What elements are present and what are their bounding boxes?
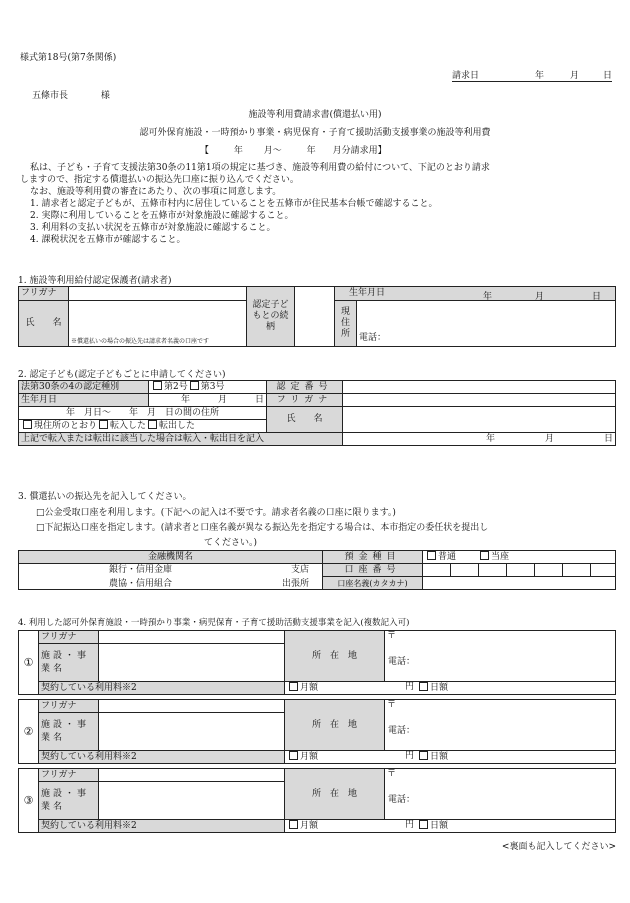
monthly-checkbox[interactable] bbox=[289, 751, 298, 760]
yen1: 円 bbox=[405, 751, 415, 761]
fac-phone-label: 電話： bbox=[388, 795, 416, 805]
birthdate-label: 生年月日 bbox=[349, 288, 386, 298]
birthdate-row bbox=[335, 287, 616, 301]
fee-fields[interactable] bbox=[285, 682, 616, 695]
acct-digit-2[interactable] bbox=[451, 564, 479, 577]
year-label: 年 bbox=[535, 71, 545, 81]
futsu-label: 普通 bbox=[438, 552, 457, 562]
daily-checkbox[interactable] bbox=[419, 682, 428, 691]
month-label: 月 bbox=[570, 71, 580, 81]
intro-p1a: 私は、子ども・子育て支援法第30条の11第1項の規定に基づき、施設等利用費の給付について、下記のとおり請求 bbox=[30, 163, 490, 173]
daily-label: 日額 bbox=[430, 683, 449, 693]
address-field[interactable] bbox=[357, 301, 616, 347]
yen1: 円 bbox=[405, 820, 415, 830]
fac-location-label: 所 在 地 bbox=[285, 700, 385, 751]
fee-fields[interactable] bbox=[285, 751, 616, 764]
child-furigana-field[interactable] bbox=[343, 394, 616, 407]
address-label: 現住所 bbox=[335, 301, 357, 347]
fee-row bbox=[39, 820, 285, 833]
addressee bbox=[32, 88, 110, 101]
child-table bbox=[18, 380, 616, 446]
child-name-field[interactable] bbox=[343, 407, 616, 433]
period-month2: 月分請求用】 bbox=[332, 146, 387, 156]
child-birthdate-field[interactable] bbox=[149, 394, 267, 407]
monthly-label: 月額 bbox=[300, 683, 319, 693]
intro-p2: なお、施設等利用費の審査にあたり、次の事項に同意します。 bbox=[30, 187, 282, 197]
account-name-label: 口座名義(カタカナ) bbox=[323, 577, 423, 590]
furigana-field[interactable] bbox=[69, 287, 247, 301]
fac-name-label: 施設・事業名 bbox=[39, 644, 99, 682]
period-month1: 月〜 bbox=[263, 146, 282, 156]
relation-label: 認定子どもとの続柄 bbox=[247, 287, 295, 347]
y: 年 bbox=[180, 394, 190, 405]
birth-year: 年 bbox=[483, 292, 493, 302]
fac-name-label: 施設・事業名 bbox=[39, 713, 99, 751]
title-line2: 認可外保育施設・一時預かり事業・病児保育・子育て援助活動支援事業の施設等利用費 bbox=[139, 128, 491, 138]
agree-item-4: 4. 課税状況を五條市が確認すること。 bbox=[30, 235, 186, 245]
cert-no-label: 認定番号 bbox=[267, 381, 343, 394]
form-number: 様式第18号(第7条関係) bbox=[20, 53, 117, 63]
designated-account-option[interactable]: □下記振込口座を指定します。(請求者と口座名義が異なる振込先を指定する場合は、本市指定の委任状を提出し bbox=[36, 523, 489, 533]
bank-header: 金融機関名 bbox=[19, 551, 323, 564]
fac-furigana-label: フリガナ bbox=[39, 769, 99, 782]
agree-item-1: 1. 請求者と認定子どもが、五條市村内に居住していることを五條市が住民基本台帳で確認すること。 bbox=[30, 199, 438, 209]
acct-digit-5[interactable] bbox=[535, 564, 563, 577]
d: 日 bbox=[254, 394, 264, 405]
postal-mark: 〒 bbox=[387, 700, 397, 710]
period-year1: 年 bbox=[233, 146, 243, 156]
acct-digit-7[interactable] bbox=[591, 564, 616, 577]
fac-phone-label: 電話： bbox=[388, 657, 416, 667]
futsu-checkbox[interactable] bbox=[427, 551, 436, 560]
facility-table-2 bbox=[18, 699, 616, 764]
fac-location-label: 所 在 地 bbox=[285, 631, 385, 682]
bank-type2: 農協・信用組合 bbox=[109, 579, 173, 589]
type3-label: 第3号 bbox=[200, 382, 225, 392]
daily-checkbox[interactable] bbox=[419, 751, 428, 760]
facility-number: ③ bbox=[19, 769, 39, 833]
addressee-name: 五條市長 bbox=[32, 91, 69, 101]
d2: 日 bbox=[603, 433, 613, 444]
same-address-checkbox[interactable] bbox=[23, 420, 32, 429]
facility-table-1 bbox=[18, 630, 616, 695]
fac-furigana-field[interactable] bbox=[99, 769, 285, 782]
fac-location-label: 所 在 地 bbox=[285, 769, 385, 820]
moved-out-label: 転出した bbox=[159, 421, 196, 431]
fac-location-field[interactable] bbox=[385, 631, 616, 682]
bank-name-field[interactable] bbox=[19, 564, 323, 590]
postal-mark: 〒 bbox=[387, 631, 397, 641]
fee-label: 契約している利用料※2 bbox=[41, 751, 137, 762]
fee-fields[interactable] bbox=[285, 820, 616, 833]
request-date bbox=[452, 68, 612, 82]
acct-digit-3[interactable] bbox=[479, 564, 507, 577]
deposit-type-options[interactable] bbox=[423, 551, 616, 564]
moved-in-label: 転入した bbox=[110, 421, 147, 431]
day-label: 日 bbox=[603, 71, 613, 81]
law-type-options[interactable] bbox=[149, 381, 267, 394]
fac-furigana-label: フリガナ bbox=[39, 631, 99, 644]
section3-heading: 3. 償還払いの振込先を記入してください。 bbox=[18, 492, 192, 502]
period-year2: 年 bbox=[306, 146, 316, 156]
m2: 月 bbox=[544, 433, 554, 444]
daily-label: 日額 bbox=[430, 752, 449, 762]
yen1: 円 bbox=[405, 682, 415, 692]
fac-name-label: 施設・事業名 bbox=[39, 782, 99, 820]
fac-name-field[interactable] bbox=[99, 644, 285, 682]
daily-label: 日額 bbox=[430, 821, 449, 831]
fee-row bbox=[39, 751, 285, 764]
reverse-side-note: <裏面も記入してください> bbox=[501, 842, 616, 852]
toza-checkbox[interactable] bbox=[480, 551, 489, 560]
account-no-label: 口座番号 bbox=[323, 564, 423, 577]
section1-heading: 1. 施設等利用給付認定保護者(請求者) bbox=[18, 276, 172, 286]
child-birthdate-label: 生年月日 bbox=[19, 394, 149, 407]
account-name-field[interactable] bbox=[423, 577, 616, 590]
designated-account-note: てください。) bbox=[204, 538, 258, 548]
acct-digit-4[interactable] bbox=[507, 564, 535, 577]
address-options[interactable] bbox=[19, 420, 267, 433]
birth-month: 月 bbox=[535, 292, 545, 302]
fac-name-field[interactable] bbox=[99, 713, 285, 751]
name-field[interactable] bbox=[69, 301, 247, 347]
facility-table-3 bbox=[18, 768, 616, 833]
fee-row bbox=[39, 682, 285, 695]
title-period bbox=[200, 143, 387, 156]
fac-furigana-field[interactable] bbox=[99, 631, 285, 644]
section2-heading: 2. 認定子ども(認定子どもごとに申請してください) bbox=[18, 370, 226, 380]
fac-location-field[interactable] bbox=[385, 769, 616, 820]
move-date-field[interactable] bbox=[343, 433, 616, 446]
cert-no-field[interactable] bbox=[343, 381, 616, 394]
fac-phone-label: 電話： bbox=[388, 726, 416, 736]
y2: 年 bbox=[485, 433, 495, 444]
name-label: 氏 名 bbox=[19, 301, 69, 347]
moved-out-checkbox[interactable] bbox=[148, 420, 157, 429]
period-open: 【 bbox=[200, 146, 210, 156]
moved-in-checkbox[interactable] bbox=[99, 420, 108, 429]
bank-type1: 銀行・信用金庫 bbox=[109, 565, 173, 575]
fac-name-field[interactable] bbox=[99, 782, 285, 820]
monthly-checkbox[interactable] bbox=[289, 820, 298, 829]
period-address-label: 年 月日〜 年 月 日の間の住所 bbox=[19, 407, 267, 420]
postal-mark: 〒 bbox=[387, 769, 397, 779]
m: 月 bbox=[217, 394, 227, 405]
phone-label: 電話： bbox=[359, 333, 387, 343]
section4-heading: 4. 利用した認可外保育施設・一時預かり事業・病児保育・子育て援助活動支援事業を記入(複数記入可) bbox=[18, 618, 410, 628]
deposit-type-label: 預金種目 bbox=[323, 551, 423, 564]
move-date-note: 上記で転入または転出に該当した場合は転入・転出日を記入 bbox=[19, 433, 343, 446]
monthly-label: 月額 bbox=[300, 821, 319, 831]
office-label: 出張所 bbox=[282, 579, 310, 589]
branch-label: 支店 bbox=[291, 565, 310, 575]
daily-checkbox[interactable] bbox=[419, 820, 428, 829]
furigana-label: フリガナ bbox=[19, 287, 69, 301]
fac-location-field[interactable] bbox=[385, 700, 616, 751]
addressee-honorific: 様 bbox=[100, 91, 110, 101]
birth-day: 日 bbox=[592, 292, 602, 302]
facility-number: ① bbox=[19, 631, 39, 695]
toza-label: 当座 bbox=[491, 552, 510, 562]
acct-digit-6[interactable] bbox=[563, 564, 591, 577]
acct-digit-1[interactable] bbox=[423, 564, 451, 577]
request-date-label: 請求日 bbox=[452, 71, 480, 81]
same-address-label: 現住所のとおり bbox=[34, 421, 98, 431]
fac-furigana-field[interactable] bbox=[99, 700, 285, 713]
fac-furigana-label: フリガナ bbox=[39, 700, 99, 713]
public-account-option[interactable]: □公金受取口座を利用します。(下記への記入は不要です。請求者名義の口座に限ります。) bbox=[36, 508, 396, 518]
fee-label: 契約している利用料※2 bbox=[41, 682, 137, 693]
type2-checkbox[interactable] bbox=[153, 381, 162, 390]
agree-item-2: 2. 実際に利用していることを五條市が対象施設に確認すること。 bbox=[30, 211, 294, 221]
law-type-label: 法第30条の4の認定種別 bbox=[19, 381, 149, 394]
intro-p1b: しますので、指定する償還払いの振込先口座に振り込んでください。 bbox=[20, 175, 299, 185]
title-line1: 施設等利用費請求書(償還払い用) bbox=[248, 110, 382, 120]
child-furigana-label: フリガナ bbox=[267, 394, 343, 407]
fee-label: 契約している利用料※2 bbox=[41, 820, 137, 831]
type2-label: 第2号 bbox=[164, 382, 188, 392]
type3-checkbox[interactable] bbox=[190, 381, 199, 390]
guardian-table bbox=[18, 286, 616, 347]
child-name-label: 氏 名 bbox=[267, 407, 343, 433]
monthly-label: 月額 bbox=[300, 752, 319, 762]
relation-field[interactable] bbox=[295, 287, 335, 347]
name-note: ※償還払いの場合の振込先は請求者名義の口座です bbox=[71, 338, 210, 345]
intro-text bbox=[20, 162, 490, 246]
monthly-checkbox[interactable] bbox=[289, 682, 298, 691]
agree-item-3: 3. 利用料の支払い状況を五條市が対象施設に確認すること。 bbox=[30, 223, 276, 233]
facility-number: ② bbox=[19, 700, 39, 764]
bank-table bbox=[18, 550, 616, 590]
